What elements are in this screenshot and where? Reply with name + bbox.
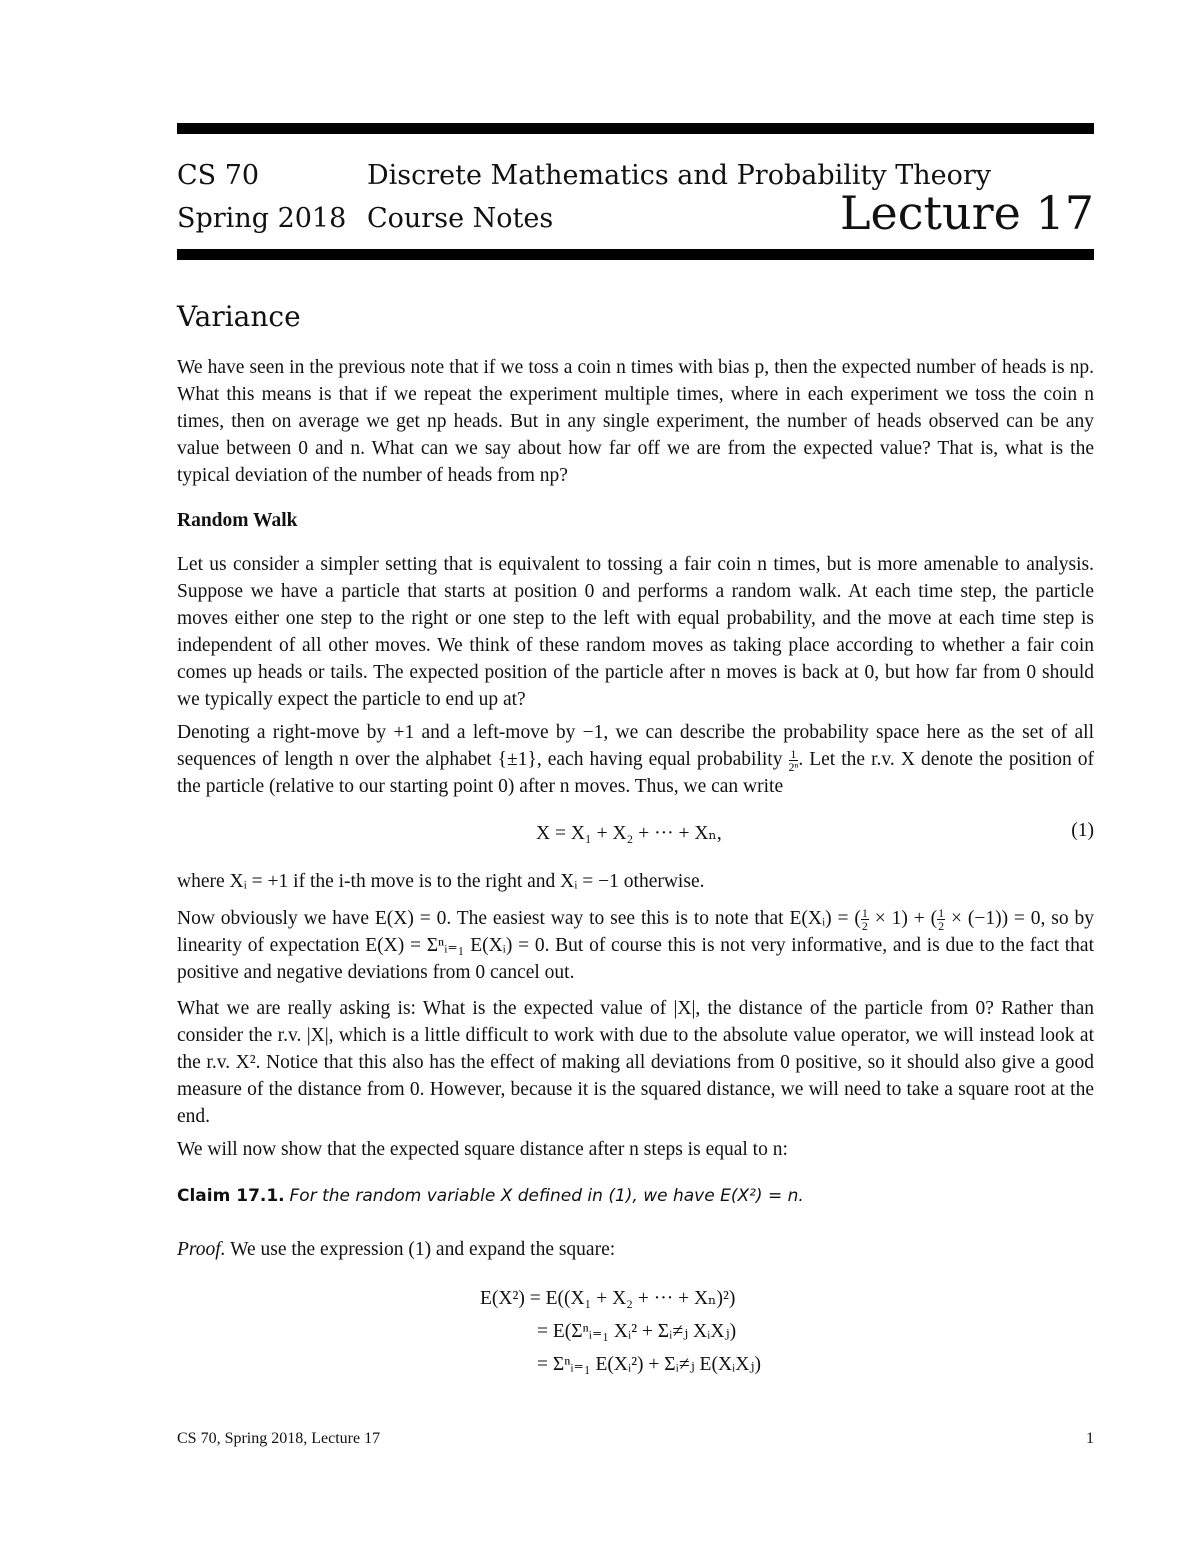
expectation-text-a: Now obviously we have E(X) = 0. The easiest way to see this is to note that E(Xᵢ) = ( — [177, 908, 861, 929]
claim — [177, 1182, 1094, 1210]
fraction-numerator: 1 — [790, 747, 797, 762]
expectation-text-b: × 1) + ( — [868, 908, 938, 929]
show-line: We will now show that the expected square distance after n steps is equal to n: — [177, 1139, 788, 1160]
equation-1: X = X₁ + X₂ + ··· + Xₙ, — [536, 823, 722, 844]
claim-label: Claim 17.1. — [177, 1186, 285, 1206]
equation-1-number: (1) — [1071, 820, 1094, 841]
proof-label: Proof. — [177, 1239, 226, 1260]
footer-left: CS 70, Spring 2018, Lecture 17 — [177, 1430, 381, 1447]
header-rule-bottom — [177, 249, 1094, 260]
half-numerator-2: 1 — [938, 906, 945, 921]
half-fraction-1 — [861, 907, 869, 932]
course-code: CS 70 — [177, 160, 260, 191]
page-number: 1 — [1086, 1430, 1094, 1447]
claim-text: For the random variable X defined in (1), we have E(X²) = n. — [289, 1186, 804, 1206]
expectation-text-c: × (−1)) = 0, so by linearity of expectation E(X) = Σⁿᵢ₌₁ E(Xᵢ) = 0. But of course this is not very informative, and is due to the fact that positive and negative deviations from 0 cancel out. — [177, 908, 1095, 984]
derivation-line-3: = Σⁿᵢ₌₁ E(Xᵢ²) + Σᵢ≠ⱼ E(XᵢXⱼ) — [537, 1354, 761, 1375]
section-title: Variance — [177, 300, 301, 333]
half-fraction-2 — [937, 907, 945, 932]
course-term: Spring 2018 — [177, 203, 347, 234]
half-denominator-1: 2 — [861, 919, 868, 934]
proof-text: We use the expression (1) and expand the square: — [230, 1239, 616, 1260]
derivation-line-2: = E(Σⁿᵢ₌₁ Xᵢ² + Σᵢ≠ⱼ XᵢXⱼ) — [537, 1321, 737, 1342]
absolute-value-paragraph: What we are really asking is: What is the expected value of |X|, the distance of the particle from 0? Rather than consider the r.v. |X|, which is a little difficult to work with due to the absolute value operator, we will instead look at the r.v. X². Notice that this also has the effect of making all deviations from 0 positive, so it should also give a good measure of the distance from 0. However, because it is the squared distance, we will need to take a square root at the end. — [177, 998, 1094, 1127]
derivation-line-1: E(X²) = E((X₁ + X₂ + ··· + Xₙ)²) — [480, 1288, 736, 1309]
where-line: where Xᵢ = +1 if the i-th move is to the right and Xᵢ = −1 otherwise. — [177, 871, 705, 892]
probability-fraction — [789, 748, 799, 773]
paragraph-2-start: Denoting a right-move by +1 and a left-move by −1, we can describe the probability space here as the set of all sequences of length n over the alphabet {±1}, each having equal probability — [177, 722, 1094, 770]
random-walk-paragraph-1: Let us consider a simpler setting that is equivalent to tossing a fair coin n times, but is more amenable to analysis. Suppose we have a particle that starts at position 0 and performs a random walk. At each time step, the particle moves either one step to the right or one step to the left with equal probability, and the move at each time step is independent of all other moves. We think of these random moves as taking place according to whether a fair coin comes up heads or tails. The expected position of the particle after n moves is back at 0, but how far from 0 should we typically expect the particle to end up at? — [177, 554, 1094, 710]
subheading-random-walk: Random Walk — [177, 510, 298, 531]
intro-paragraph: We have seen in the previous note that if we toss a coin n times with bias p, then the expected number of heads is np. What this means is that if we repeat the experiment multiple times, where in each experiment we toss the coin n times, then on average we get np heads. But in any single experiment, the number of heads observed can be any value between 0 and n. What can we say about how far off we are from the expected value? That is, what is the typical deviation of the number of heads from np? — [177, 357, 1094, 486]
half-numerator-1: 1 — [861, 906, 868, 921]
document-type: Course Notes — [367, 203, 554, 234]
fraction-denominator: 2ⁿ — [788, 760, 799, 775]
header-rule-top — [177, 123, 1094, 134]
half-denominator-2: 2 — [938, 919, 945, 934]
paragraph-2-end: . Let the r.v. X denote the position of the particle (relative to our starting point 0) after n moves. Thus, we can write — [177, 749, 1095, 798]
lecture-number: Lecture 17 — [839, 186, 1094, 240]
proof-intro — [177, 1236, 1094, 1263]
expectation-paragraph — [177, 905, 1094, 986]
random-walk-paragraph-2 — [177, 719, 1094, 800]
course-subject: Discrete Mathematics and Probability Theory — [367, 160, 991, 191]
